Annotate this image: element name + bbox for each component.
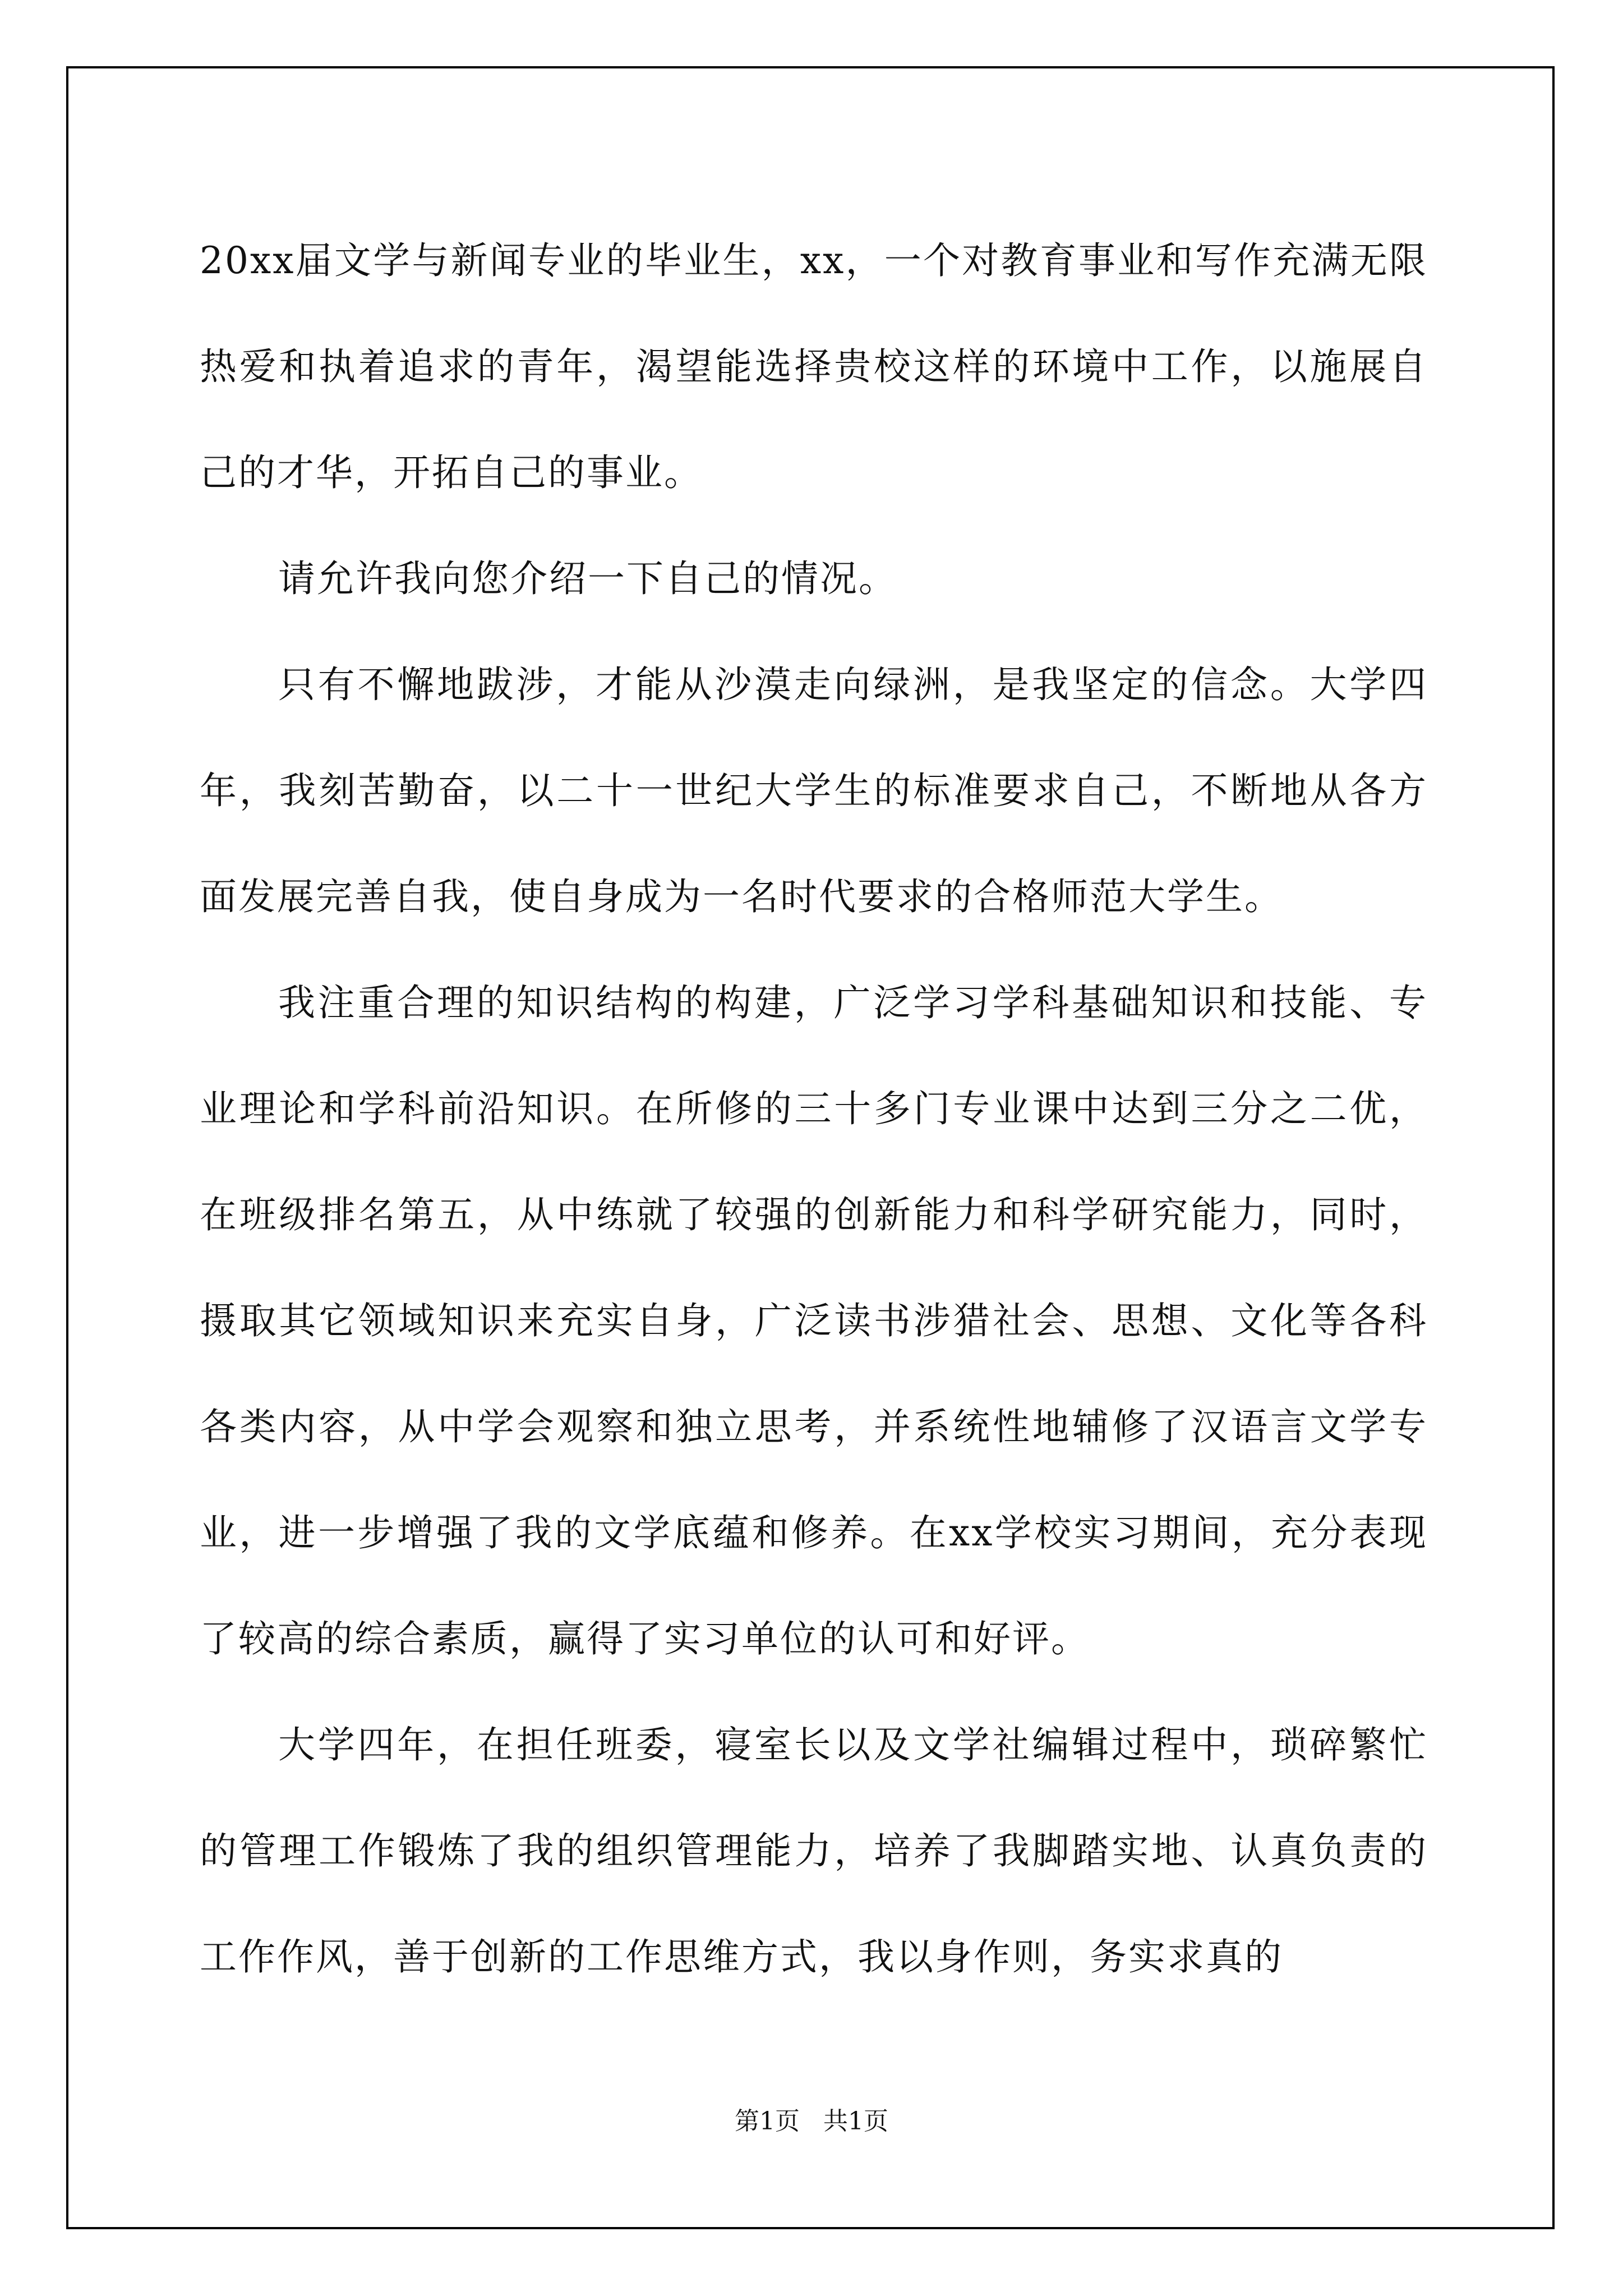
paragraph-4: 我注重合理的知识结构的构建，广泛学习学科基础知识和技能、专业理论和学科前沿知识。在所修的三十多门专业课中达到三分之二优，在班级排名第五，从中练就了较强的创新能力和科学研究能力，同时，摄取其它领域知识来充实自身，广泛读书涉猎社会、思想、文化等各科各类内容，从中学会观察和独立思考，并系统性地辅修了汉语言文学专业，进一步增强了我的文学底蕴和修养。在xx学校实习期间，充分表现了较高的综合素质，赢得了实习单位的认可和好评。: [200, 981, 1428, 1660]
page-number-footer: 第1页 共1页: [735, 2107, 888, 2136]
paragraph-1: 20xx届文学与新闻专业的毕业生，xx，一个对教育事业和写作充满无限热爱和执着追求的青年，渴望能选择贵校这样的环境中工作，以施展自己的才华，开拓自己的事业。: [200, 239, 1428, 494]
paragraph-3: 只有不懈地跋涉，才能从沙漠走向绿洲，是我坚定的信念。大学四年，我刻苦勤奋，以二十一世纪大学生的标准要求自己，不断地从各方面发展完善自我，使自身成为一名时代要求的合格师范大学生。: [200, 663, 1428, 918]
document-body: [200, 208, 1428, 2010]
paragraph-2: 请允许我向您介绍一下自己的情况。: [278, 557, 897, 600]
paragraph-5: 大学四年，在担任班委，寝室长以及文学社编辑过程中，琐碎繁忙的管理工作锻炼了我的组织管理能力，培养了我脚踏实地、认真负责的工作作风，善于创新的工作思维方式，我以身作则，务实求真的: [200, 1723, 1428, 1978]
